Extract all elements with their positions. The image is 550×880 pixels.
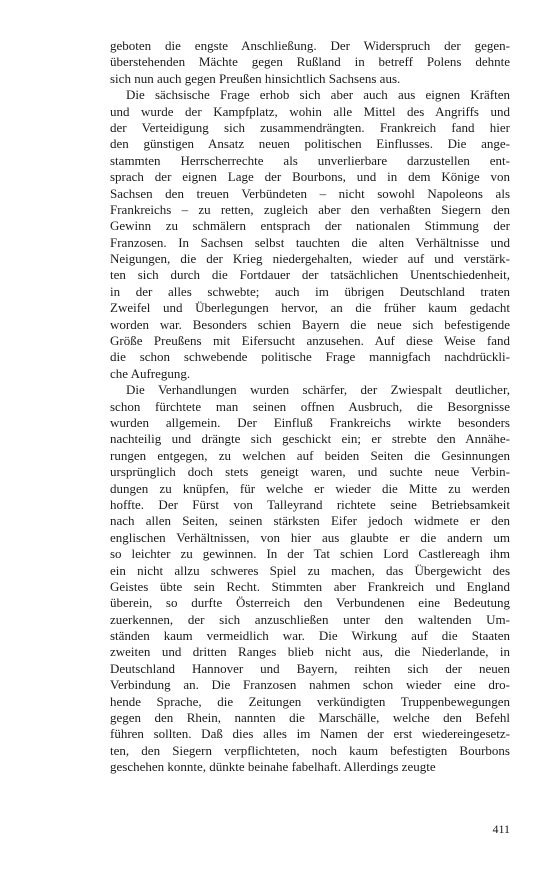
- text-line: überein, so durfte Österreich den Verbundenen eine Bedeutung: [110, 595, 510, 611]
- text-line: Gewinn zu schmälern entsprach der nationalen Stimmung der: [110, 218, 510, 234]
- page-number: 411: [492, 822, 510, 836]
- text-line: ursprünglich doch stets geneigt waren, und suchte neue Verbin-: [110, 464, 510, 480]
- text-line: ten sich durch die Fortdauer der tatsächlichen Unentschiedenheit,: [110, 267, 510, 283]
- text-line: ein nicht allzu schweres Spiel zu machen, das Übergewicht des: [110, 562, 510, 578]
- text-line: Größe Preußens mit Eifersucht anzusehen. Auf diese Weise fand: [110, 333, 510, 349]
- text-line: ständen kaum vermeidlich war. Die Wirkung auf die Staaten: [110, 628, 510, 644]
- text-line: dungen zu knüpfen, für welche er wieder die Mitte zu werden: [110, 480, 510, 496]
- text-line: Geistes übte sein Recht. Stimmten aber Frankreich und England: [110, 578, 510, 594]
- text-line: Die sächsische Frage erhob sich aber auch aus eignen Kräften: [126, 87, 510, 103]
- text-line: geschehen konnte, dünkte beinahe fabelhaft. Allerdings zeugte: [110, 759, 436, 775]
- text-line: schon fürchtete man seinen offnen Ausbruch, die Besorgnisse: [110, 398, 510, 414]
- text-line: Neigungen, die der Krieg niedergehalten, wieder auf und verstärk-: [110, 251, 510, 267]
- text-line: Deutschland Hannover und Bayern, reihten sich der neuen: [110, 660, 510, 676]
- text-line: worden war. Besonders schien Bayern die neue sich befestigende: [110, 316, 510, 332]
- text-line: geboten die engste Anschließung. Der Widerspruch der gegen-: [110, 38, 510, 53]
- text-line: che Aufregung.: [110, 365, 191, 381]
- text-line: Die Verhandlungen wurden schärfer, der Zwiespalt deutlicher,: [126, 382, 510, 398]
- text-line: hende Sprache, die Zeitungen verkündigten Truppenbewegungen: [110, 693, 510, 709]
- text-line: Franzosen. In Sachsen selbst tauchten die alten Verhältnisse und: [110, 234, 510, 250]
- text-line: englischen Verhältnissen, von hier aus glaubte er die andern um: [110, 529, 510, 545]
- text-line: zweiten und dritten Ranges blieb nicht aus, die Niederlande, in: [110, 644, 510, 660]
- text-line: rungen entgegen, zu welchen auf beiden Seiten die Gesinnungen: [110, 447, 510, 463]
- text-line: sich nun auch gegen Preußen hinsichtlich Sachsens aus.: [110, 70, 401, 86]
- text-line: nachteilig und drängte sich geschickt ein; er strebte den Annähe-: [110, 431, 510, 447]
- text-line: Sachsen den treuen Verbündeten – nicht sowohl Napoleons als: [110, 185, 510, 201]
- text-line: und wurde der Kampfplatz, wohin alle Mittel des Angriffs und: [110, 103, 510, 119]
- text-line: die schon schwebende politische Frage mannigfach nachdrückli-: [110, 349, 510, 365]
- text-line: überstehenden Mächte gegen Rußland in betreff Polens dehnte: [110, 54, 510, 70]
- text-line: wurden allgemein. Der Einfluß Frankreichs wirkte besonders: [110, 414, 510, 430]
- text-line: Zweifel und Überlegungen hervor, an die früher kaum gedacht: [110, 300, 510, 316]
- text-line: Frankreichs – zu retten, zugleich aber den verhaßten Siegern den: [110, 201, 510, 217]
- text-line: führen sollten. Daß dies alles im Namen der erst wiedereingesetz-: [110, 726, 510, 742]
- text-line: gegen den Rhein, nannten die Marschälle, welche den Befehl: [110, 710, 510, 726]
- text-line: ten, den Siegern verpflichteten, noch kaum befestigten Bourbons: [110, 742, 510, 758]
- text-line: der Verteidigung sich zusammendrängten. Frankreich fand hier: [110, 119, 510, 135]
- text-line: stammten Herrscherrechte als unverlierbare darzustellen ent-: [110, 152, 510, 168]
- text-line: zuerkennen, der sich anzuschließen unter den waltenden Um-: [110, 611, 510, 627]
- book-page-text: [110, 38, 510, 776]
- text-line: den günstigen Ansatz neuen politischen Einflusses. Die ange-: [110, 136, 510, 152]
- text-line: so leichter zu gewinnen. In der Tat schien Lord Castlereagh ihm: [110, 546, 510, 562]
- text-line: Verbindung an. Die Franzosen nahmen schon wieder eine dro-: [110, 677, 510, 693]
- text-line: nach allen Seiten, seinen stärksten Eifer jedoch widmete er den: [110, 513, 510, 529]
- text-line: sprach der eignen Lage der Bourbons, und in dem Könige von: [110, 169, 510, 185]
- text-line: hoffte. Der Fürst von Talleyrand richtete seine Betriebsamkeit: [110, 496, 510, 512]
- text-line: in der alles schwebte; auch im übrigen Deutschland traten: [110, 283, 510, 299]
